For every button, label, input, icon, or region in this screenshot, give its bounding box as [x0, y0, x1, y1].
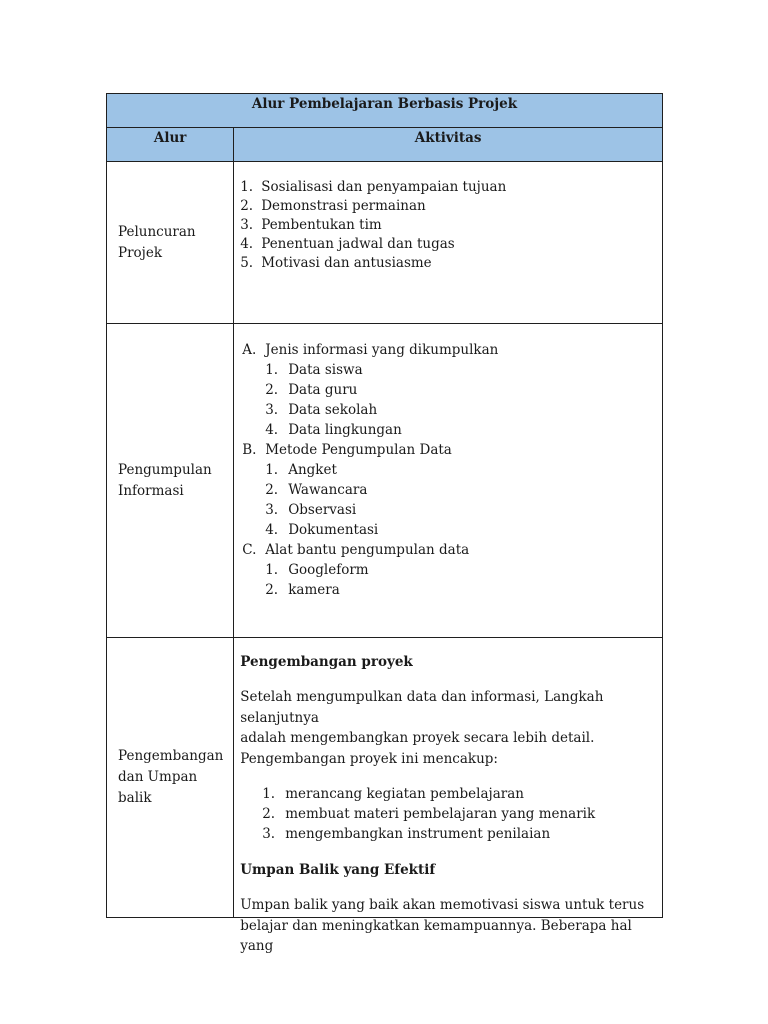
alur-line: Informasi [118, 482, 184, 499]
paragraph [240, 895, 656, 957]
list-item [240, 580, 656, 600]
column-header-alur [107, 128, 234, 162]
list-number: 1. [262, 786, 276, 802]
list-item [240, 178, 656, 197]
project-flow-table [106, 93, 663, 954]
alur-line: Projek [118, 244, 163, 261]
list-number: 3. [265, 502, 279, 518]
paragraph-line: belajar dan meningkatkan kemampuannya. Beberapa hal yang [240, 917, 632, 954]
section-label [240, 440, 656, 460]
paragraph-line: Setelah mengumpulkan data dan informasi, Langkah selanjutnya [240, 689, 604, 726]
paragraph-line: Umpan balik yang baik akan memotivasi siswa untuk terus [240, 897, 645, 913]
list-text: Googleform [288, 562, 369, 578]
activity-list [240, 178, 656, 273]
list-number: 5. [240, 255, 254, 271]
list-item [240, 560, 656, 580]
aktivitas-cell-peluncuran [234, 162, 663, 324]
list-text: merancang kegiatan pembelajaran [285, 786, 524, 802]
list-text: Angket [288, 462, 337, 478]
list-text: Data sekolah [288, 402, 378, 418]
paragraph-line: adalah mengembangkan proyek secara lebih detail. [240, 730, 595, 746]
list-item [240, 216, 656, 235]
list-number: 2. [265, 382, 279, 398]
list-item [262, 804, 656, 824]
list-number: 4. [265, 422, 279, 438]
alur-line: Peluncuran [118, 223, 196, 240]
list-item [240, 400, 656, 420]
section-heading: Pengembangan proyek [240, 654, 413, 670]
section-text: Jenis informasi yang dikumpulkan [265, 342, 499, 358]
list-number: 1. [265, 362, 279, 378]
list-item [240, 254, 656, 273]
table-title-cell [107, 94, 663, 128]
list-number: 3. [265, 402, 279, 418]
list-item [240, 380, 656, 400]
list-text: mengembangkan instrument penilaian [285, 826, 551, 842]
activity-list [240, 784, 656, 844]
list-item [240, 420, 656, 440]
list-item [262, 784, 656, 804]
list-text: Wawancara [288, 482, 368, 498]
list-item [240, 197, 656, 216]
alur-cell-pengumpulan [107, 324, 234, 638]
list-text: Sosialisasi dan penyampaian tujuan [261, 179, 507, 195]
list-item [240, 460, 656, 480]
list-number: 1. [240, 179, 254, 195]
aktivitas-cell-pengembangan [234, 638, 663, 954]
alur-line: balik [118, 790, 152, 806]
list-item [240, 480, 656, 500]
list-number: 2. [262, 806, 276, 822]
list-text: Data lingkungan [288, 422, 402, 438]
list-number: 1. [265, 462, 279, 478]
table-row [107, 638, 663, 918]
alur-cell-peluncuran [107, 162, 234, 324]
aktivitas-content [240, 652, 656, 954]
section-label [240, 340, 656, 360]
section-text: Metode Pengumpulan Data [265, 442, 452, 458]
list-text: Pembentukan tim [261, 217, 382, 233]
list-text: membuat materi pembelajaran yang menarik [285, 806, 596, 822]
aktivitas-cell-pengumpulan [234, 324, 663, 638]
list-number: 3. [240, 217, 254, 233]
section-letter: A. [242, 342, 257, 358]
section-text: Alat bantu pengumpulan data [265, 542, 470, 558]
section-letter: C. [242, 542, 257, 558]
list-number: 2. [265, 482, 279, 498]
list-item [240, 235, 656, 254]
list-item [240, 520, 656, 540]
paragraph-line: Pengembangan proyek ini mencakup: [240, 750, 498, 767]
section-label [240, 540, 656, 560]
list-text: Data guru [288, 382, 358, 398]
list-text: Dokumentasi [288, 522, 379, 538]
list-text: Motivasi dan antusiasme [261, 255, 432, 271]
list-number: 4. [240, 236, 254, 252]
alur-line: Pengembangan [118, 748, 224, 764]
list-item [240, 360, 656, 380]
table-title: Alur Pembelajaran Berbasis Projek [251, 96, 518, 112]
list-text: kamera [288, 582, 340, 598]
section-heading: Umpan Balik yang Efektif [240, 862, 436, 878]
list-text: Penentuan jadwal dan tugas [261, 236, 455, 252]
table-title-row [107, 94, 663, 128]
table-row [107, 162, 663, 324]
list-item [262, 824, 656, 844]
column-header-aktivitas [234, 128, 663, 162]
column-header-alur-label: Alur [153, 130, 187, 146]
section-letter: B. [242, 442, 257, 458]
list-number: 4. [265, 522, 279, 538]
list-number: 3. [262, 826, 276, 842]
list-item [240, 500, 656, 520]
list-text: Observasi [288, 502, 357, 518]
table-row [107, 324, 663, 638]
list-number: 2. [265, 582, 279, 598]
table-header-row [107, 128, 663, 162]
list-text: Demonstrasi permainan [261, 198, 426, 214]
alur-line: Pengumpulan [118, 461, 212, 478]
list-text: Data siswa [288, 362, 363, 378]
column-header-aktivitas-label: Aktivitas [414, 130, 482, 146]
list-number: 2. [240, 198, 254, 214]
alur-line: dan Umpan [118, 769, 198, 785]
list-number: 1. [265, 562, 279, 578]
paragraph [240, 687, 656, 769]
alur-cell-pengembangan [107, 638, 234, 918]
